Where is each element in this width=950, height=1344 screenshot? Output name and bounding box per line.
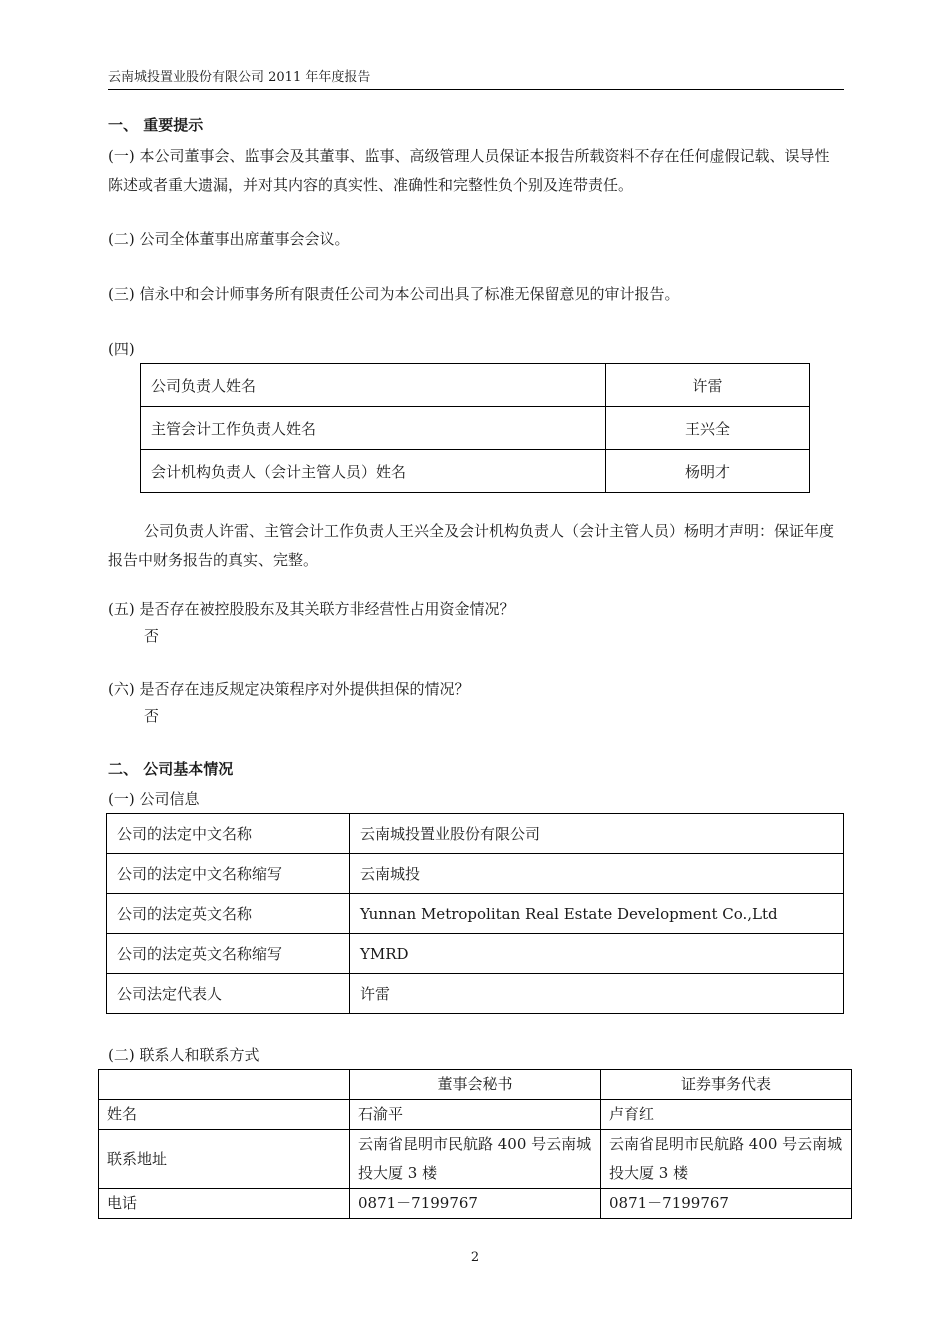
notice-item-5-question: (五) 是否存在被控股股东及其关联方非经营性占用资金情况？ [108, 600, 515, 618]
contact-value: 卢育红 [601, 1100, 852, 1130]
contact-subtitle: (二) 联系人和联系方式 [108, 1046, 260, 1064]
running-header: 云南城投置业股份有限公司 2011 年年度报告 [108, 66, 844, 90]
contact-label: 姓名 [99, 1100, 350, 1130]
table-row [107, 934, 844, 974]
officer-name: 王兴全 [606, 407, 810, 450]
table-row [141, 407, 810, 450]
table-row [141, 364, 810, 407]
contact-label: 电话 [99, 1189, 350, 1219]
table-row [107, 814, 844, 854]
info-label: 公司的法定英文名称缩写 [107, 934, 350, 974]
company-info-subtitle: (一) 公司信息 [108, 790, 200, 808]
contact-value: 0871－7199767 [601, 1189, 852, 1219]
table-row [107, 974, 844, 1014]
notice-item-1: (一) 本公司董事会、监事会及其董事、监事、高级管理人员保证本报告所载资料不存在任何虚假记载、误导性陈述或者重大遗漏，并对其内容的真实性、准确性和完整性负个别及连带责任。 [108, 147, 830, 194]
info-label: 公司的法定英文名称 [107, 894, 350, 934]
contact-header-secretary: 董事会秘书 [350, 1070, 601, 1100]
table-row [99, 1100, 852, 1130]
section-1-title: 一、 重要提示 [108, 116, 204, 134]
notice-item-2: (二) 公司全体董事出席董事会会议。 [108, 230, 350, 248]
contact-value: 石渝平 [350, 1100, 601, 1130]
officer-name: 许雷 [606, 364, 810, 407]
contact-table [98, 1069, 852, 1219]
notice-item-4-label: (四) [108, 340, 135, 358]
contact-label: 联系地址 [99, 1130, 350, 1189]
info-value: 许雷 [350, 974, 844, 1014]
table-row [99, 1130, 852, 1189]
table-row [107, 854, 844, 894]
info-value: YMRD [350, 934, 844, 974]
company-info-table [106, 813, 844, 1014]
contact-value: 云南省昆明市民航路 400 号云南城投大厦 3 楼 [601, 1130, 852, 1189]
officer-name: 杨明才 [606, 450, 810, 493]
page-number: 2 [470, 1250, 480, 1265]
contact-header-blank [99, 1070, 350, 1100]
contact-header-representative: 证券事务代表 [601, 1070, 852, 1100]
info-label: 公司法定代表人 [107, 974, 350, 1014]
info-value: 云南城投置业股份有限公司 [350, 814, 844, 854]
officers-statement: 公司负责人许雷、主管会计工作负责人王兴全及会计机构负责人（会计主管人员）杨明才声明：保证年度报告中财务报告的真实、完整。 [108, 522, 835, 569]
officer-role: 主管会计工作负责人姓名 [141, 407, 606, 450]
section-2-title: 二、 公司基本情况 [108, 760, 234, 778]
notice-item-6-answer: 否 [144, 707, 160, 725]
table-row [107, 894, 844, 934]
info-label: 公司的法定中文名称缩写 [107, 854, 350, 894]
officer-role: 会计机构负责人（会计主管人员）姓名 [141, 450, 606, 493]
contact-value: 云南省昆明市民航路 400 号云南城投大厦 3 楼 [350, 1130, 601, 1189]
info-value: Yunnan Metropolitan Real Estate Development Co.,Ltd [350, 894, 844, 934]
table-row [99, 1189, 852, 1219]
officers-table [140, 363, 810, 493]
table-row [141, 450, 810, 493]
info-label: 公司的法定中文名称 [107, 814, 350, 854]
officer-role: 公司负责人姓名 [141, 364, 606, 407]
notice-item-5-answer: 否 [144, 627, 160, 645]
notice-item-3: (三) 信永中和会计师事务所有限责任公司为本公司出具了标准无保留意见的审计报告。 [108, 285, 680, 303]
notice-item-6-question: (六) 是否存在违反规定决策程序对外提供担保的情况？ [108, 680, 470, 698]
table-row [99, 1070, 852, 1100]
contact-value: 0871－7199767 [350, 1189, 601, 1219]
info-value: 云南城投 [350, 854, 844, 894]
